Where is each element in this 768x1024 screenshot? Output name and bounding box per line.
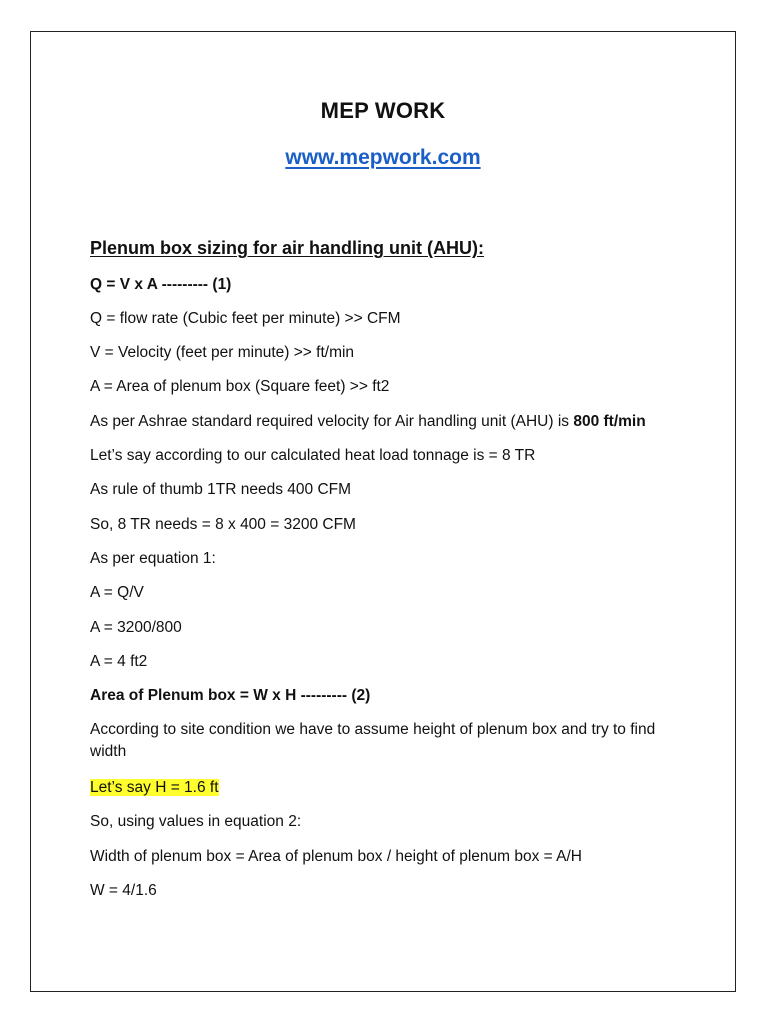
cfm-calculation: So, 8 TR needs = 8 x 400 = 3200 CFM [90, 516, 356, 533]
width-calculation: W = 4/1.6 [90, 882, 157, 899]
rule-of-thumb: As rule of thumb 1TR needs 400 CFM [90, 481, 352, 498]
a-result: A = 4 ft2 [90, 653, 148, 670]
v-definition: V = Velocity (feet per minute) >> ft/min [90, 344, 355, 361]
document-page [30, 31, 736, 992]
document-title: MEP WORK [320, 98, 446, 123]
website-url [31, 146, 735, 170]
a-definition: A = Area of plenum box (Square feet) >> ft2 [90, 378, 390, 395]
ashrae-velocity-value: 800 ft/min [573, 413, 646, 430]
website-link[interactable]: www.mepwork.com [285, 146, 481, 169]
width-formula: Width of plenum box = Area of plenum box / height of plenum box = A/H [90, 848, 582, 865]
using-equation-2: So, using values in equation 2: [90, 813, 302, 830]
section-heading: Plenum box sizing for air handling unit (AHU): [90, 238, 484, 258]
heat-load-statement: Let’s say according to our calculated heat load tonnage is = 8 TR [90, 447, 536, 464]
assumed-height [90, 777, 219, 799]
q-definition: Q = flow rate (Cubic feet per minute) >> CFM [90, 310, 401, 327]
equation-1: Q = V x A --------- (1) [90, 276, 232, 293]
per-equation-1: As per equation 1: [90, 550, 216, 567]
a-formula: A = Q/V [90, 584, 144, 601]
a-division: A = 3200/800 [90, 619, 182, 636]
equation-2: Area of Plenum box = W x H --------- (2) [90, 687, 371, 704]
ashrae-statement [90, 411, 646, 433]
ashrae-text: As per Ashrae standard required velocity for Air handling unit (AHU) is [90, 413, 574, 430]
site-condition-text: According to site condition we have to assume height of plenum box and try to find width [90, 721, 656, 760]
highlighted-height: Let’s say H = 1.6 ft [90, 779, 219, 796]
